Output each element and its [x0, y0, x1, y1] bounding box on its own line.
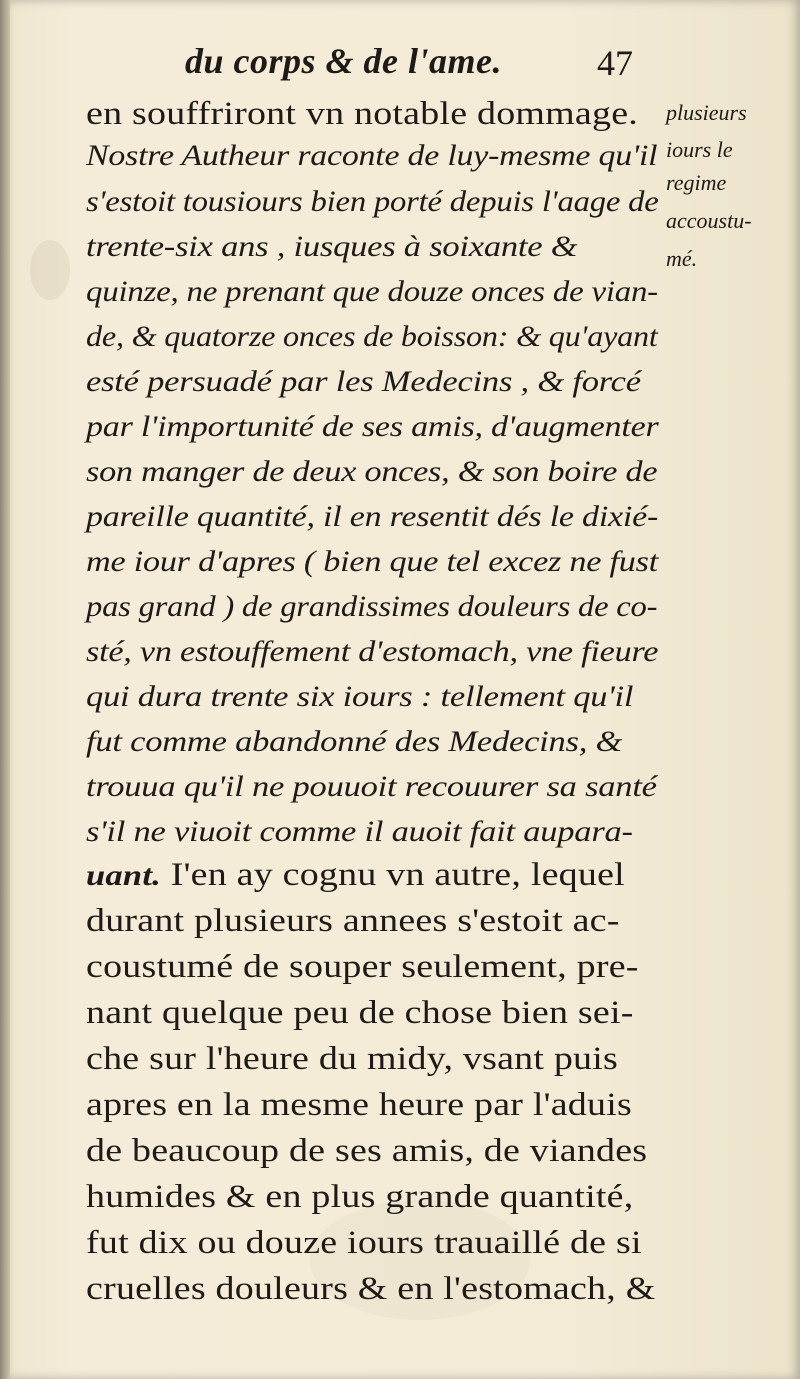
text-line: durant plusieurs annees s'estoit ac-	[86, 903, 620, 939]
text-line: esté persuadé par les Medecins , & forcé	[86, 365, 641, 398]
text-line: fut comme abandonné des Medecins, &	[86, 725, 623, 758]
text-line: humides & en plus grande quantité,	[86, 1179, 634, 1215]
text-line: s'il ne viuoit comme il auoit fait aupara-	[86, 815, 633, 848]
text-line: de, & quatorze onces de boisson: & qu'ayant	[86, 320, 658, 353]
text-line: de beaucoup de ses amis, de viandes	[86, 1133, 648, 1169]
margin-note-line: plusieurs	[666, 100, 747, 125]
text-line: quinze, ne prenant que douze onces de vian-	[86, 275, 658, 308]
text-line: apres en la mesme heure par l'aduis	[86, 1087, 632, 1123]
running-title: du corps & de l'ame.	[185, 41, 502, 81]
text-line: trente-six ans , iusques à soixante &	[86, 230, 578, 263]
text-line: son manger de deux onces, & son boire de	[86, 455, 658, 488]
margin-note-line: regime	[666, 170, 727, 195]
text-line: pas grand ) de grandissimes douleurs de co-	[86, 590, 658, 623]
text-line: coustumé de souper seulement, pre-	[86, 949, 639, 985]
page-gutter-shadow	[0, 0, 10, 1379]
text-line: che sur l'heure du midy, vsant puis	[86, 1041, 619, 1077]
text-line: uant. I'en ay cognu vn autre, lequel	[86, 857, 625, 893]
text-line: nant quelque peu de chose bien sei-	[86, 995, 634, 1031]
text-line: pareille quantité, il en resentit dés le dixié-	[86, 500, 659, 533]
text-line: cruelles douleurs & en l'estomach, &	[86, 1271, 656, 1307]
text-line: par l'importunité de ses amis, d'augmenter	[86, 410, 659, 443]
page-number: 47	[597, 43, 633, 83]
text-line: trouua qu'il ne pouuoit recouurer sa santé	[86, 770, 657, 803]
text-line: en souffriront vn notable dommage.	[86, 96, 638, 132]
margin-note-line: iours le	[666, 137, 733, 162]
text-line: s'estoit tousiours bien porté depuis l'aage de	[86, 185, 659, 218]
text-line: qui dura trente six iours : tellement qu'il	[86, 680, 634, 713]
text-line: me iour d'apres ( bien que tel excez ne fust	[86, 545, 659, 578]
text-line: sté, vn estouffement d'estomach, vne fieure	[86, 635, 659, 668]
margin-note-line: accoustu-	[666, 208, 752, 233]
text-line: Nostre Autheur raconte de luy-mesme qu'il	[86, 139, 658, 172]
margin-note-line: mé.	[666, 246, 698, 271]
text-line: fut dix ou douze iours trauaillé de si	[86, 1225, 642, 1261]
paper-stain	[30, 240, 70, 300]
